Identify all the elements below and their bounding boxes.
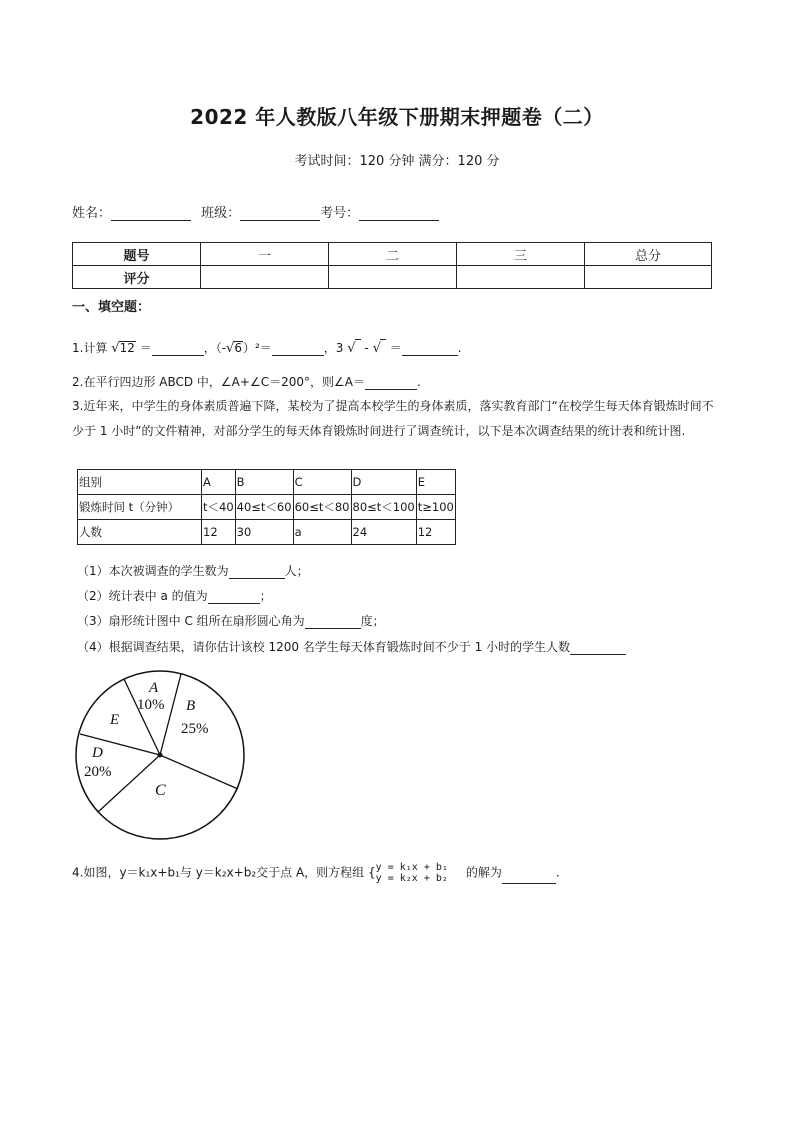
table-cell: a xyxy=(293,520,351,545)
q1-prefix: 1.计算 xyxy=(72,341,108,355)
pie-center-dot xyxy=(158,753,163,758)
table-cell: A xyxy=(202,470,236,495)
equation-line: y = k₁x + b₁ xyxy=(375,862,448,873)
table-cell: 12 xyxy=(416,520,455,545)
answer-blank[interactable] xyxy=(365,375,417,390)
subq-text: （2）统计表中 a 的值为 xyxy=(77,589,208,603)
pie-label-c: C xyxy=(155,782,166,799)
score-cell: 题号 xyxy=(73,243,201,266)
subq-text: （1）本次被调查的学生数为 xyxy=(77,564,229,578)
q1-eq: ＝ xyxy=(389,341,402,355)
pie-label-e: E xyxy=(110,712,120,728)
pie-divider xyxy=(160,755,238,789)
pie-label-d: D xyxy=(92,745,103,761)
table-cell: 人数 xyxy=(78,520,202,545)
q1-square: ）²＝ xyxy=(242,341,272,355)
exam-no-blank[interactable] xyxy=(359,206,439,221)
score-cell: 一 xyxy=(201,243,329,266)
q1-minus: - xyxy=(364,341,369,355)
table-cell: 60≤t＜80 xyxy=(293,495,351,520)
subquestion-4 xyxy=(77,638,626,655)
pie-label-b: B xyxy=(186,698,196,714)
table-cell: C xyxy=(293,470,351,495)
q4-tail: 的解为 xyxy=(465,865,502,880)
answer-blank[interactable] xyxy=(229,564,285,579)
answer-blank[interactable] xyxy=(502,869,556,884)
subq-text: （4）根据调查结果，请你估计该校 1200 名学生每天体育锻炼时间不少于 1 小时的学生人数 xyxy=(77,640,571,654)
table-row xyxy=(78,495,456,520)
sqrt-icon: √ xyxy=(347,341,356,356)
q1-end: . xyxy=(457,341,462,355)
question-3: 3.近年来，中学生的身体素质普遍下降，某校为了提高本校学生的身体素质，落实教育部门“在校学生每天体育锻炼时间不少于 1 小时”的文件精神，对部分学生的每天体育锻炼时间进行了调查统计，以下是本次调查结果的统计表和统计图. xyxy=(72,399,714,438)
student-info-line xyxy=(72,202,439,221)
subquestion-1 xyxy=(77,562,309,579)
name-blank[interactable] xyxy=(111,206,191,221)
section-heading: 一、填空题： xyxy=(72,300,151,315)
sqrt-icon: √ xyxy=(226,341,235,356)
pie-label-a: A xyxy=(149,680,159,696)
page-title: 2022 年人教版八年级下册期末押题卷（二） xyxy=(190,105,604,129)
equation-system xyxy=(376,862,448,884)
pie-pct-b: 25% xyxy=(181,721,209,737)
answer-blank[interactable] xyxy=(305,614,361,629)
table-cell: 组别 xyxy=(78,470,202,495)
name-label: 姓名： xyxy=(72,206,112,221)
table-cell: B xyxy=(235,470,293,495)
q1-radicand: 12 xyxy=(119,341,135,355)
subq-text: （3）扇形统计图中 C 组所在扇形圆心角为 xyxy=(77,614,305,628)
pie-chart xyxy=(70,666,250,846)
table-cell: D xyxy=(351,470,416,495)
q1-part3: ，3 xyxy=(323,341,344,355)
q1-eq: ＝ xyxy=(139,341,152,355)
score-value-row xyxy=(73,266,712,289)
class-blank[interactable] xyxy=(240,206,320,221)
class-label: 班级： xyxy=(201,206,241,221)
score-table xyxy=(72,242,712,289)
score-input-cell[interactable] xyxy=(457,266,585,289)
answer-blank[interactable] xyxy=(152,341,204,356)
subquestion-3 xyxy=(77,612,385,629)
equation-line: y = k₂x + b₂ xyxy=(375,873,448,884)
table-cell: 80≤t＜100 xyxy=(351,495,416,520)
score-input-cell[interactable] xyxy=(201,266,329,289)
q2-text: 2.在平行四边形 ABCD 中，∠A+∠C＝200°，则∠A＝ xyxy=(72,375,365,389)
table-cell: 12 xyxy=(202,520,236,545)
score-cell: 三 xyxy=(457,243,585,266)
score-cell: 总分 xyxy=(585,243,712,266)
q4-text: 4.如图，y＝k₁x+b₁与 y＝k₂x+b₂交于点 A，则方程组 xyxy=(72,865,365,880)
score-input-cell[interactable] xyxy=(585,266,712,289)
brace-icon: { xyxy=(368,865,376,880)
table-cell: E xyxy=(416,470,455,495)
table-cell: 30 xyxy=(235,520,293,545)
score-cell: 二 xyxy=(329,243,457,266)
table-row xyxy=(78,470,456,495)
subq-text: 度； xyxy=(360,614,385,628)
table-cell: t＜40 xyxy=(202,495,236,520)
score-cell: 评分 xyxy=(73,266,201,289)
q1-part2: ，（- xyxy=(203,341,227,355)
answer-blank[interactable] xyxy=(272,341,324,356)
subq-text: 人； xyxy=(284,564,309,578)
stats-table xyxy=(77,469,456,545)
table-cell: t≥100 xyxy=(416,495,455,520)
score-header-row xyxy=(73,243,712,266)
exam-no-label: 考号： xyxy=(320,206,360,221)
pie-divider xyxy=(160,674,181,755)
pie-pct-a: 10% xyxy=(137,697,165,713)
table-cell: 24 xyxy=(351,520,416,545)
answer-blank[interactable] xyxy=(570,640,626,655)
q4-end: . xyxy=(555,865,560,880)
sqrt-icon: √ xyxy=(111,341,120,356)
table-cell: 40≤t＜60 xyxy=(235,495,293,520)
q1-radicand: 6 xyxy=(234,341,242,355)
q1-radicand-blank xyxy=(355,339,361,352)
subquestion-2 xyxy=(77,587,272,604)
question-2 xyxy=(72,373,421,390)
table-row xyxy=(78,520,456,545)
exam-meta: 考试时间：120 分钟 满分：120 分 xyxy=(294,154,500,169)
answer-blank[interactable] xyxy=(208,589,260,604)
score-input-cell[interactable] xyxy=(329,266,457,289)
question-4 xyxy=(72,862,560,884)
pie-pct-d: 20% xyxy=(84,764,112,780)
answer-blank[interactable] xyxy=(402,341,458,356)
q1-radicand-blank xyxy=(380,339,386,352)
subq-text: ； xyxy=(259,589,272,603)
sqrt-icon: √ xyxy=(372,341,381,356)
table-cell: 锻炼时间 t（分钟） xyxy=(78,495,202,520)
q2-end: . xyxy=(416,375,421,389)
question-1 xyxy=(72,339,462,356)
